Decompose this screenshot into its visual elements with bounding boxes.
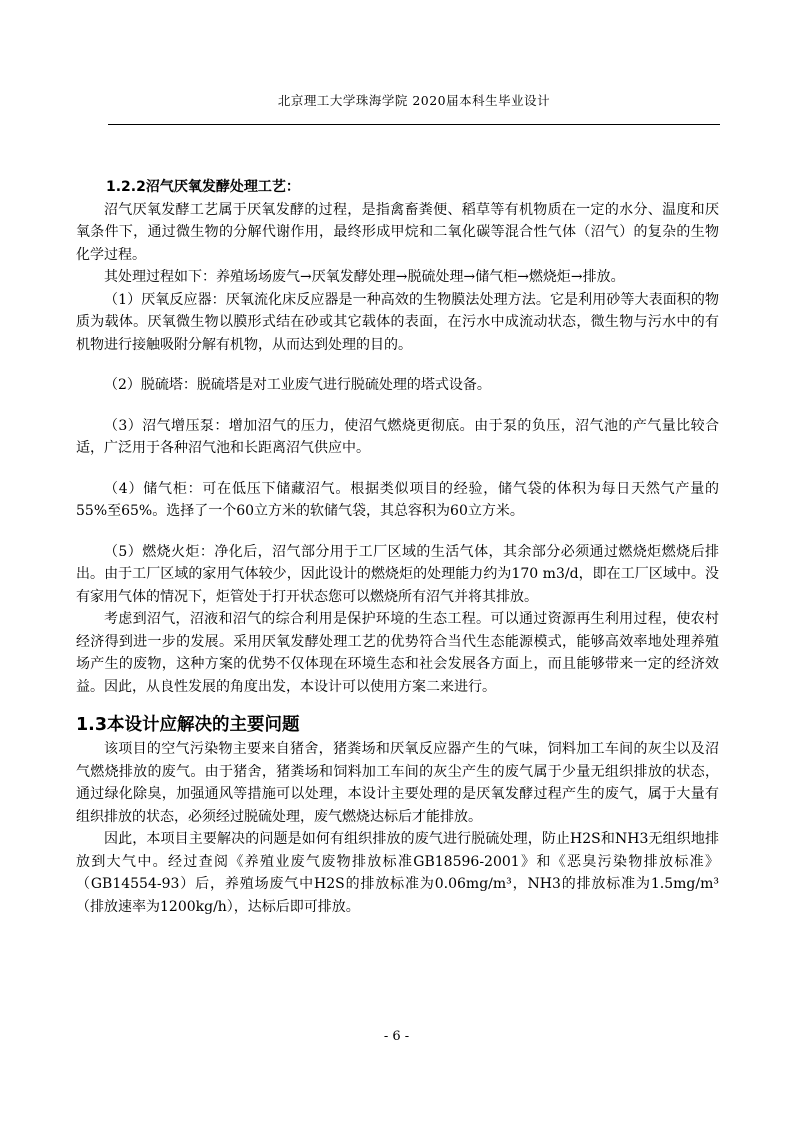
paragraph-standards: 因此，本项目主要解决的问题是如何有组织排放的废气进行脱硫处理，防止H2S和NH3无组织地排放到大气中。经过查阅《养殖业废气废物排放标准GB18596-2001》和《恶臭污染物排放标准》（GB14554-93）后，养殖场废气中H2S的排放标准为0.06mg/m³，NH3的排放标准为1.5mg/m³（排放速率为1200kg/h），达标后即可排放。 (76, 831, 719, 915)
page-header: 北京理工大学珠海学院 2020届本科生毕业设计 (277, 93, 551, 108)
paragraph-item-3: （3）沼气增压泵：增加沼气的压力，使沼气燃烧更彻底。由于泵的负压，沼气池的产气量比较合 适，广泛用于各种沼气池和长距离沼气供应中。 (76, 417, 719, 456)
section-heading-1-2-2: 1.2.2沼气厌氧发酵处理工艺： (106, 179, 300, 195)
paragraph-pollutants: 该项目的空气污染物主要来自猪舍，猪粪场和厌氧反应器产生的气味，饲料加工车间的灰尘以及沼气燃烧排放的废气。由于猪舍，猪粪场和饲料加工车间的灰尘产生的废气属于少量无组织排放的状态，通过绿化除臭，加强通风等措施可以处理，本设计主要处理的是厌氧发酵过程产生的废气，属于大量有组织排放的状态，必须经过脱硫处理，废气燃烧达标后才能排放。 (76, 741, 719, 825)
paragraph-item-2: （2）脱硫塔：脱硫塔是对工业废气进行脱硫处理的塔式设备。 (104, 377, 491, 393)
paragraph-item-4: （4）储气柜：可在低压下储藏沼气。根据类似项目的经验，储气袋的体积为每日天然气产量的 55%至65%。选择了一个60立方米的软储气袋，其总容积为60立方米。 (76, 480, 719, 519)
paragraph-intro: 沼气厌氧发酵工艺属于厌氧发酵的过程，是指禽畜粪便、稻草等有机物质在一定的水分、温度和厌氧条件下，通过微生物的分解代谢作用，最终形成甲烷和二氧化碳等混合性气体（沼气）的复杂的生物化学过程。 (76, 201, 719, 263)
header-divider (108, 124, 720, 125)
paragraph-item-5: （5）燃烧火炬：净化后，沼气部分用于工厂区域的生活气体，其余部分必须通过燃烧炬燃烧后排 出。由于工厂区域的家用气体较少，因此设计的燃烧炬的处理能力约为170 m3/d，即在工厂区域中。没有家用气体的情况下，炬管处于打开状态您可以燃烧所有沼气并将其排放。 (76, 543, 719, 605)
page-number: - 6 - (383, 1029, 410, 1044)
page-body (76, 176, 719, 918)
paragraph-conclusion: 考虑到沼气，沼液和沼气的综合利用是保护环境的生态工程。可以通过资源再生利用过程，使农村经济得到进一步的发展。采用厌氧发酵处理工艺的优势符合当代生态能源模式，能够高效率地处理养殖场产生的废物，这种方案的优势不仅体现在环境生态和社会发展各方面上，而且能够带来一定的经济效益。因此，从良性发展的角度出发，本设计可以使用方案二来进行。 (76, 611, 719, 695)
section-heading-1-3: 1.3本设计应解决的主要问题 (76, 715, 300, 735)
paragraph-process-flow: 其处理过程如下：养殖场场废气→厌氧发酵处理→脱硫处理→储气柜→燃烧炬→排放。 (104, 269, 625, 285)
paragraph-item-1: （1）厌氧反应器：厌氧流化床反应器是一种高效的生物膜法处理方法。它是利用砂等大表面积的物质为载体。厌氧微生物以膜形式结在砂或其它载体的表面，在污水中成流动状态，微生物与污水中的有机物进行接触吸附分解有机物，从而达到处理的目的。 (76, 291, 719, 353)
